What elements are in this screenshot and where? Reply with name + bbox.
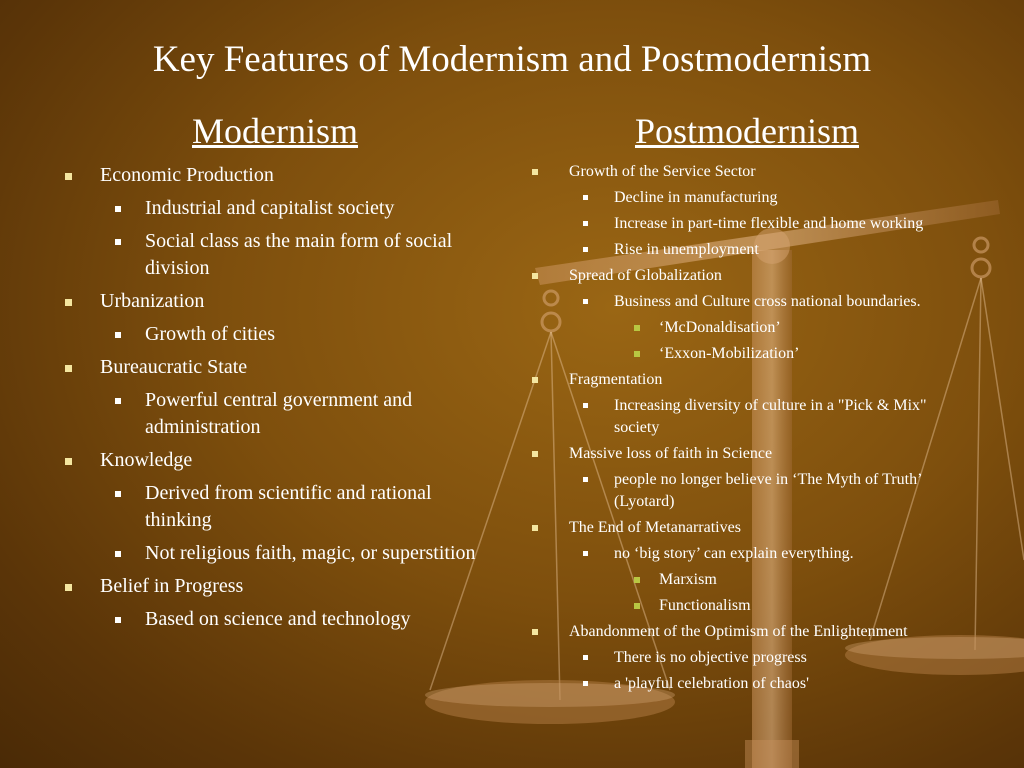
list-item: Social class as the main form of social division bbox=[100, 228, 490, 282]
list-item: Massive loss of faith in Science people no longer believe in ‘The Myth of Truth’ (Lyotard) bbox=[528, 443, 968, 513]
square-bullet-icon bbox=[115, 551, 121, 557]
square-bullet-icon bbox=[634, 351, 640, 357]
list-item: Growth of cities bbox=[100, 321, 490, 348]
list-item: Increasing diversity of culture in a "Pick & Mix" society bbox=[569, 395, 968, 439]
square-bullet-icon bbox=[583, 221, 588, 226]
square-bullet-icon bbox=[65, 299, 72, 306]
square-bullet-icon bbox=[532, 273, 538, 279]
list-item: Based on science and technology bbox=[100, 606, 490, 633]
square-bullet-icon bbox=[634, 603, 640, 609]
list-item: ‘Exxon-Mobilization’ bbox=[614, 343, 968, 365]
square-bullet-icon bbox=[115, 491, 121, 497]
list-item: Knowledge Derived from scientific and rational thinking Not religious faith, magic, or superstition bbox=[60, 447, 490, 567]
postmodernism-heading: Postmodernism bbox=[634, 111, 859, 151]
list-item: Fragmentation Increasing diversity of culture in a "Pick & Mix" society bbox=[528, 369, 968, 439]
list-item: Derived from scientific and rational thinking bbox=[100, 480, 490, 534]
list-item: no ‘big story’ can explain everything. Marxism Functionalism bbox=[569, 543, 968, 617]
square-bullet-icon bbox=[583, 299, 588, 304]
square-bullet-icon bbox=[532, 525, 538, 531]
list-item: Powerful central government and administration bbox=[100, 387, 490, 441]
square-bullet-icon bbox=[115, 206, 121, 212]
square-bullet-icon bbox=[532, 377, 538, 383]
list-item: Business and Culture cross national boundaries. ‘McDonaldisation’ ‘Exxon-Mobilization’ bbox=[569, 291, 968, 365]
modernism-heading: Modernism bbox=[192, 111, 358, 151]
list-item: Decline in manufacturing bbox=[569, 187, 968, 209]
list-item: Belief in Progress Based on science and technology bbox=[60, 573, 490, 633]
list-item: Spread of Globalization Business and Culture cross national boundaries. ‘McDonaldisation’ ‘Exxon-Mobilization’ bbox=[528, 265, 968, 365]
square-bullet-icon bbox=[583, 681, 588, 686]
list-item: a 'playful celebration of chaos' bbox=[569, 673, 968, 695]
square-bullet-icon bbox=[65, 458, 72, 465]
square-bullet-icon bbox=[583, 655, 588, 660]
square-bullet-icon bbox=[532, 169, 538, 175]
square-bullet-icon bbox=[115, 617, 121, 623]
list-item: Economic Production Industrial and capitalist society Social class as the main form of social division bbox=[60, 162, 490, 282]
modernism-list bbox=[60, 162, 490, 639]
list-item: Industrial and capitalist society bbox=[100, 195, 490, 222]
square-bullet-icon bbox=[65, 584, 72, 591]
slide-title: Key Features of Modernism and Postmodernism bbox=[152, 39, 872, 80]
list-item: Urbanization Growth of cities bbox=[60, 288, 490, 348]
square-bullet-icon bbox=[65, 173, 72, 180]
square-bullet-icon bbox=[634, 577, 640, 583]
square-bullet-icon bbox=[532, 451, 538, 457]
square-bullet-icon bbox=[115, 398, 121, 404]
square-bullet-icon bbox=[532, 629, 538, 635]
list-item: There is no objective progress bbox=[569, 647, 968, 669]
list-item: Marxism bbox=[614, 569, 968, 591]
square-bullet-icon bbox=[583, 195, 588, 200]
square-bullet-icon bbox=[583, 403, 588, 408]
square-bullet-icon bbox=[115, 239, 121, 245]
square-bullet-icon bbox=[583, 477, 588, 482]
list-item: Abandonment of the Optimism of the Enlightenment There is no objective progress a 'playful celebration of chaos' bbox=[528, 621, 968, 695]
square-bullet-icon bbox=[115, 332, 121, 338]
postmodernism-list bbox=[528, 161, 968, 699]
square-bullet-icon bbox=[583, 247, 588, 252]
square-bullet-icon bbox=[65, 365, 72, 372]
list-item: Rise in unemployment bbox=[569, 239, 968, 261]
list-item: Increase in part-time flexible and home working bbox=[569, 213, 968, 235]
list-item: people no longer believe in ‘The Myth of Truth’ (Lyotard) bbox=[569, 469, 968, 513]
list-item: Not religious faith, magic, or superstition bbox=[100, 540, 490, 567]
list-item: Functionalism bbox=[614, 595, 968, 617]
square-bullet-icon bbox=[634, 325, 640, 331]
list-item: Growth of the Service Sector Decline in manufacturing Increase in part-time flexible and home working Rise in unemployment bbox=[528, 161, 968, 261]
list-item: The End of Metanarratives no ‘big story’ can explain everything. Marxism Functionalism bbox=[528, 517, 968, 617]
square-bullet-icon bbox=[583, 551, 588, 556]
list-item: Bureaucratic State Powerful central government and administration bbox=[60, 354, 490, 441]
list-item: ‘McDonaldisation’ bbox=[614, 317, 968, 339]
